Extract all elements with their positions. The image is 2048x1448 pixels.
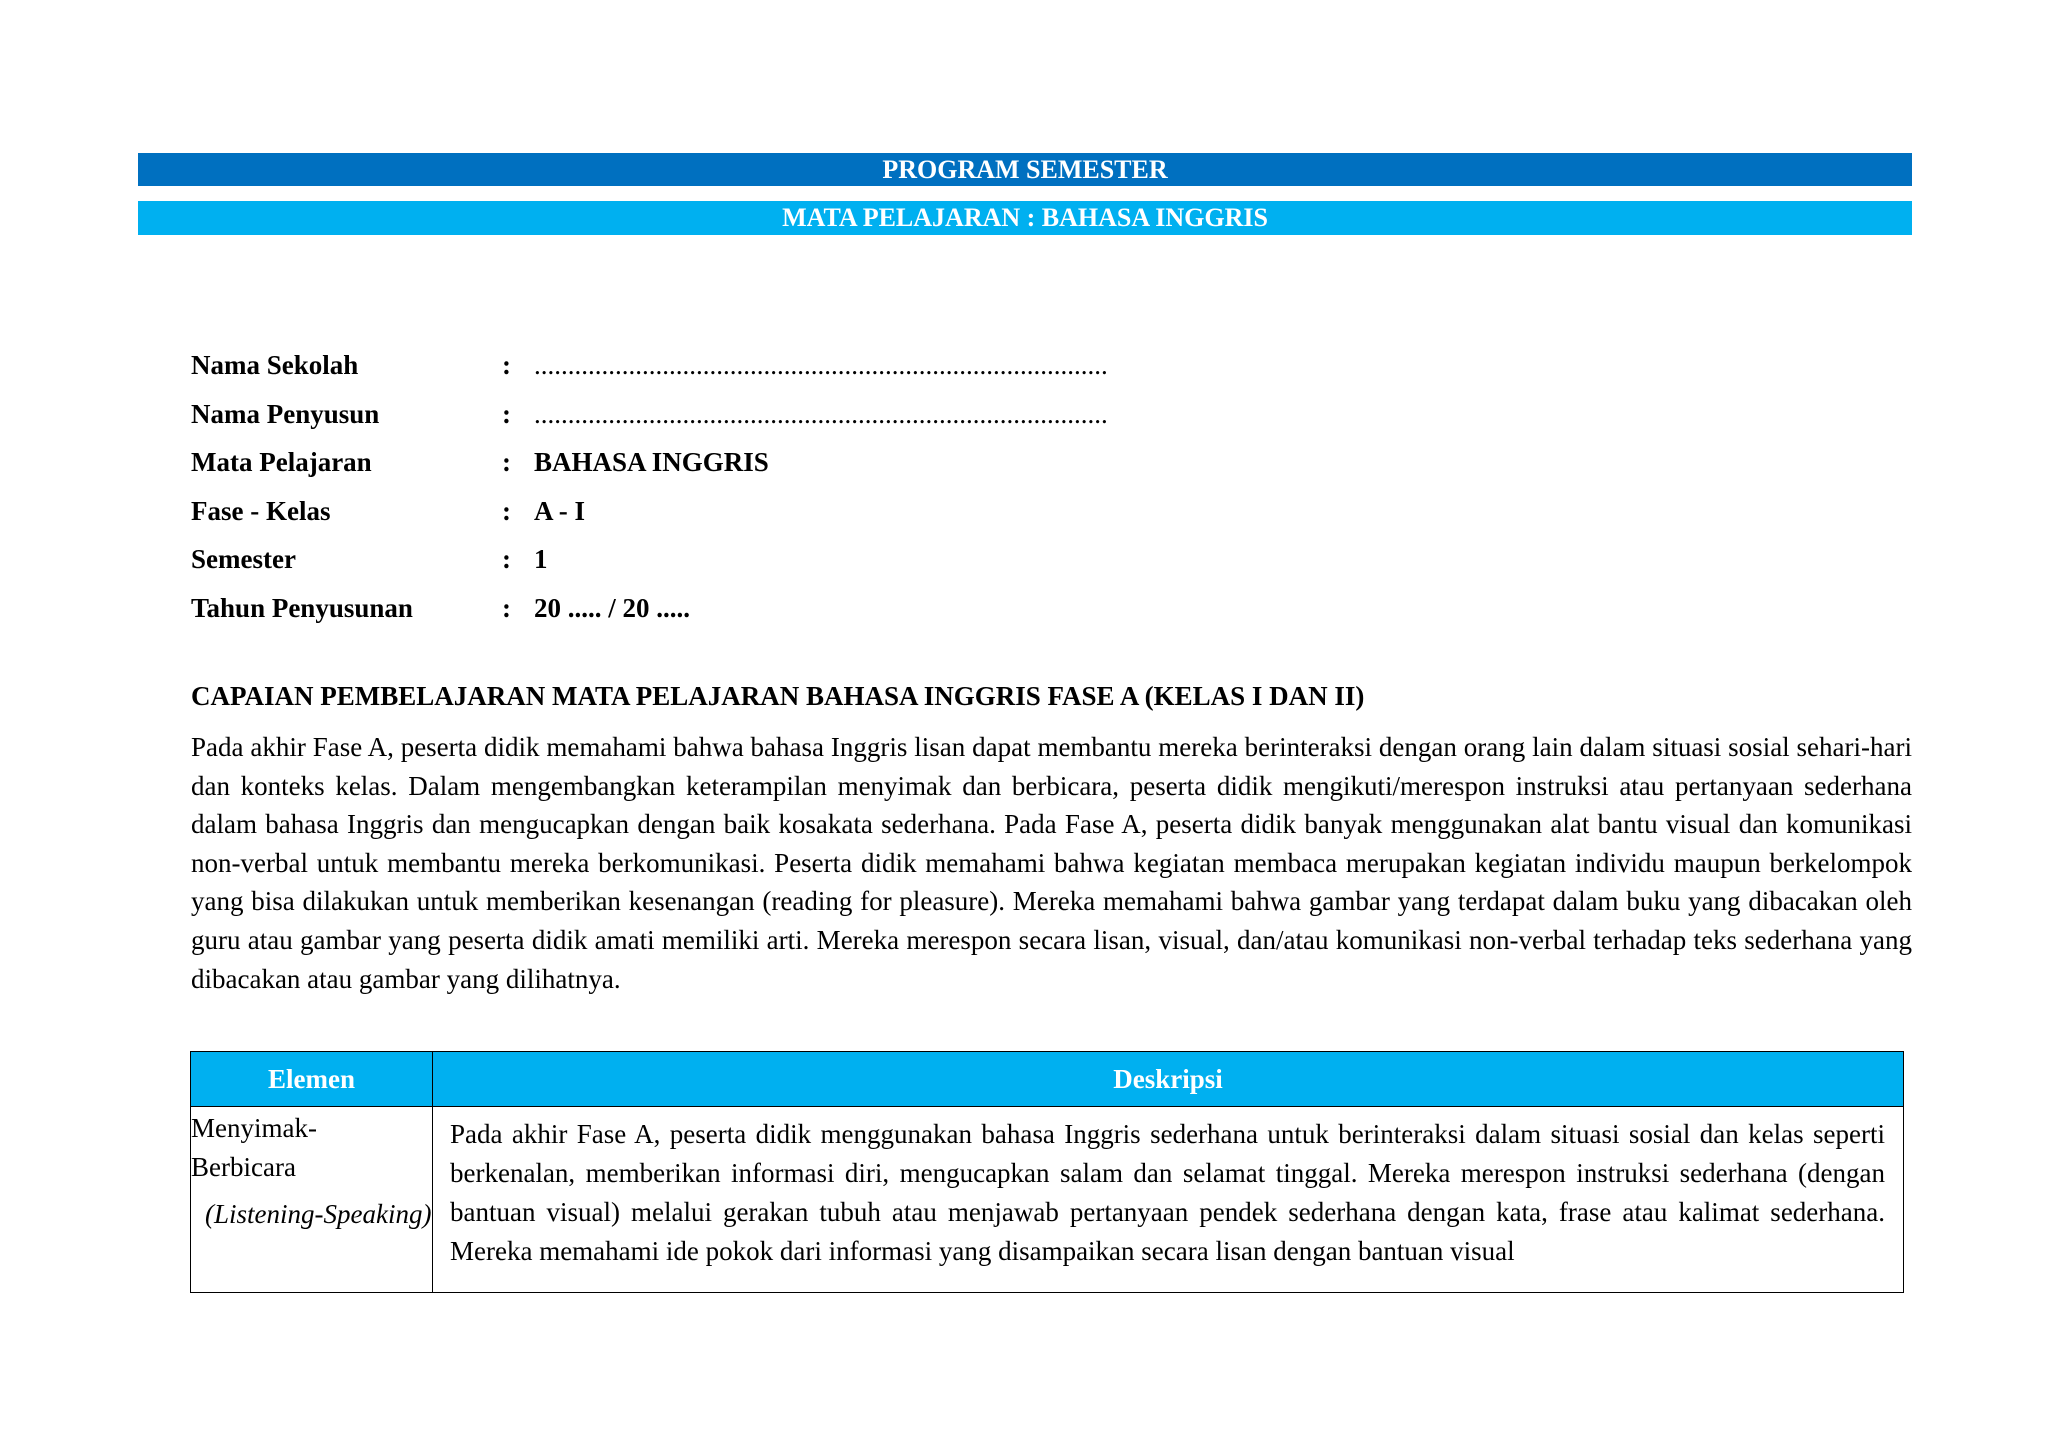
info-value xyxy=(534,539,548,588)
info-value-text: A - I xyxy=(534,495,586,526)
deskripsi-cell: Pada akhir Fase A, peserta didik menggunakan bahasa Inggris sederhana untuk berinteraksi dalam situasi sosial dan kelas seperti berkenalan, memberikan informasi diri, mengucapkan salam dan selamat tinggal. Mereka merespon instruksi sederhana (dengan bantuan visual) melalui gerakan tubuh atau menjawab pertanyaan pendek sederhana dengan kata, frase atau kalimat sederhana. Mereka memahami ide pokok dari informasi yang disampaikan secara lisan dengan bantuan visual xyxy=(433,1107,1904,1293)
info-separator: : xyxy=(502,350,511,380)
column-header-deskripsi: Deskripsi xyxy=(433,1052,1904,1107)
info-separator: : xyxy=(502,495,511,526)
info-value xyxy=(534,588,690,637)
info-separator: : xyxy=(502,592,511,623)
table-row xyxy=(191,1107,1904,1293)
section-heading: CAPAIAN PEMBELAJARAN MATA PELAJARAN BAHASA INGGRIS FASE A (KELAS I DAN II) xyxy=(191,681,1365,711)
info-separator: : xyxy=(502,447,511,477)
info-value xyxy=(534,442,769,491)
info-label: Nama Penyusun xyxy=(191,398,380,429)
info-placeholder-dots: ..................................................................................... xyxy=(534,398,1108,429)
elemen-name-line1: Menyimak- xyxy=(191,1113,317,1143)
elemen-name-line2: Berbicara xyxy=(191,1152,296,1182)
info-separator: : xyxy=(502,398,511,429)
elemen-english-name: (Listening-Speaking) xyxy=(205,1199,432,1229)
column-header-elemen: Elemen xyxy=(191,1052,433,1107)
info-value-text: 1 xyxy=(534,544,548,574)
info-value-text: 20 ..... / 20 ..... xyxy=(534,592,691,623)
info-row-nama-sekolah xyxy=(191,345,1108,394)
identity-block xyxy=(191,345,1108,636)
info-row-nama-penyusun xyxy=(191,394,1108,443)
info-row-fase-kelas xyxy=(191,491,1108,540)
info-row-semester xyxy=(191,539,1108,588)
info-value xyxy=(534,394,1108,443)
info-value xyxy=(534,345,1108,394)
document-title-banner: PROGRAM SEMESTER xyxy=(138,153,1912,186)
info-value xyxy=(534,491,585,540)
info-value-text: BAHASA INGGRIS xyxy=(534,447,769,477)
info-row-tahun-penyusunan xyxy=(191,588,1108,637)
info-placeholder-dots: ..................................................................................... xyxy=(534,350,1108,380)
info-row-mata-pelajaran xyxy=(191,442,1108,491)
table-header-row xyxy=(191,1052,1904,1107)
info-label: Mata Pelajaran xyxy=(191,447,372,477)
info-label: Fase - Kelas xyxy=(191,495,331,526)
section-paragraph: Pada akhir Fase A, peserta didik memahami bahwa bahasa Inggris lisan dapat membantu mereka berinteraksi dengan orang lain dalam situasi sosial sehari-hari dan konteks kelas. Dalam mengembangkan keterampilan menyimak dan berbicara, peserta didik mengikuti/merespon instruksi atau pertanyaan sederhana dalam bahasa Inggris dan mengucapkan dengan baik kosakata sederhana. Pada Fase A, peserta didik banyak menggunakan alat bantu visual dan komunikasi non-verbal untuk membantu mereka berkomunikasi. Peserta didik memahami bahwa kegiatan membaca merupakan kegiatan individu maupun berkelompok yang bisa dilakukan untuk memberikan kesenangan (reading for pleasure). Mereka memahami bahwa gambar yang terdapat dalam buku yang dibacakan oleh guru atau gambar yang peserta didik amati memiliki arti. Mereka merespon secara lisan, visual, dan/atau komunikasi non-verbal terhadap teks sederhana yang dibacakan atau gambar yang dilihatnya. xyxy=(191,732,1912,994)
info-label: Nama Sekolah xyxy=(191,350,359,380)
info-label: Semester xyxy=(191,544,296,574)
info-separator: : xyxy=(502,544,511,574)
elemen-cell xyxy=(191,1107,433,1293)
elements-table xyxy=(190,1051,1904,1293)
info-label: Tahun Penyusunan xyxy=(191,592,413,623)
subject-banner: MATA PELAJARAN : BAHASA INGGRIS xyxy=(138,201,1912,235)
